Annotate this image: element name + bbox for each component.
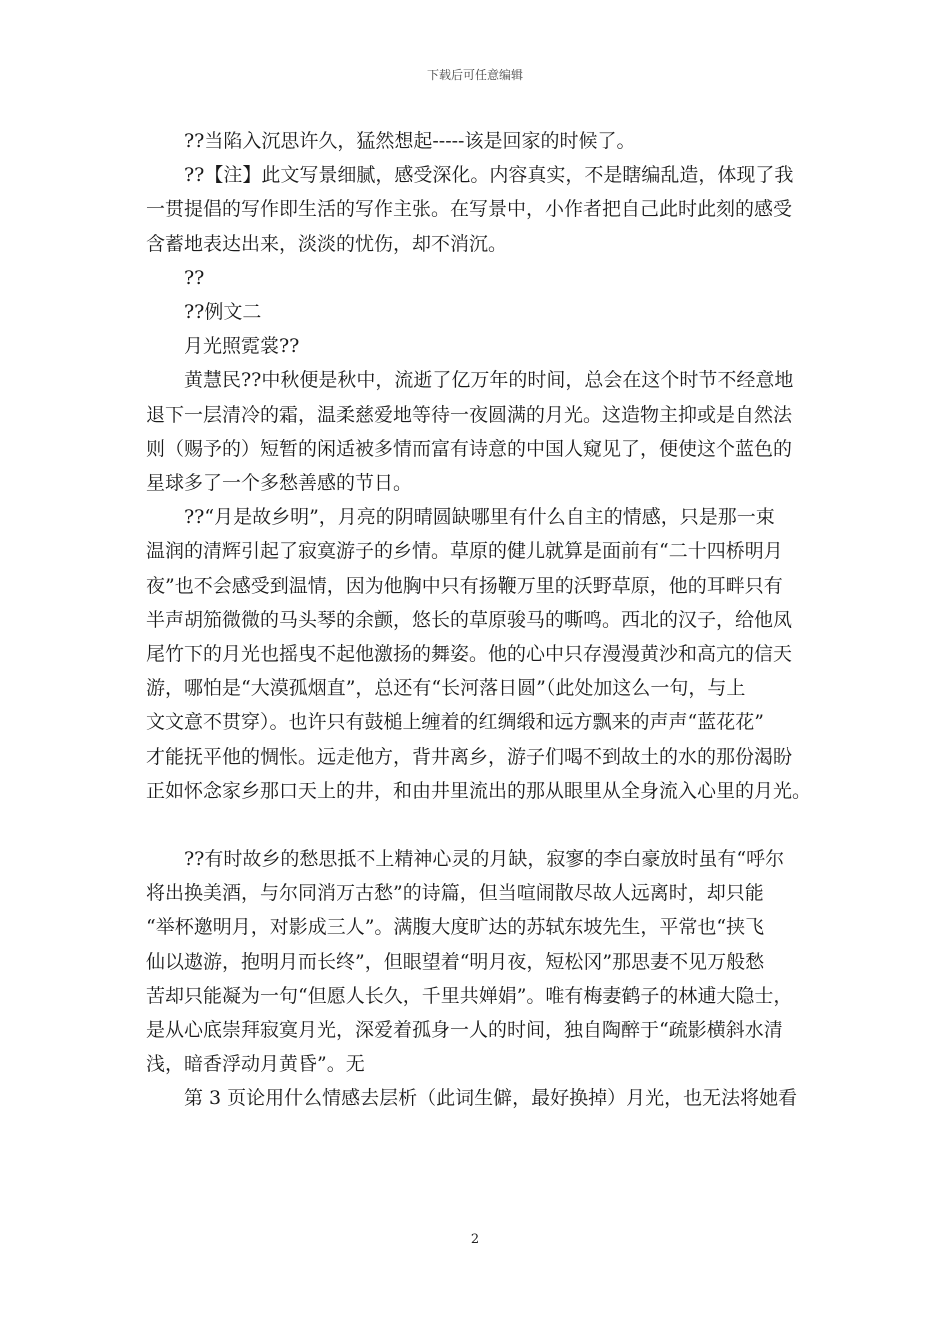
section-heading: ??例文二 (184, 301, 262, 324)
article-title: 月光照霓裳?? (184, 335, 300, 358)
text-line: ??有时故乡的愁思抵不上精神心灵的月缺，寂寥的李白豪放时虽有“呼尔 (184, 848, 785, 871)
text-line: 星球多了一个多愁善感的节日。 (146, 472, 413, 495)
text-line: 则（赐予的）短暂的闲适被多情而富有诗意的中国人窥见了，便使这个蓝色的 (146, 437, 793, 460)
text-line: ??“月是故乡明”，月亮的阴晴圆缺哪里有什么自主的情感，只是那一束 (184, 506, 775, 529)
paragraph-gap (146, 808, 810, 842)
text-line: 将出换美酒，与尔同消万古愁”的诗篇，但当喧闹散尽故人远离时，却只能 (146, 882, 764, 905)
text-line: 黄慧民??中秋便是秋中，流逝了亿万年的时间，总会在这个时节不经意地 (184, 369, 794, 392)
text-line: ??当陷入沉思许久，猛然想起-----该是回家的时候了。 (184, 130, 636, 152)
text-line: ?? (184, 266, 205, 289)
text-line: 温润的清辉引起了寂寞游子的乡情。草原的健儿就算是面前有“二十四桥明月 (146, 540, 783, 563)
text-line: 才能抚平他的惆怅。远走他方，背井离乡，游子们喝不到故土的水的那份渴盼 (146, 745, 793, 768)
text-line: 第 3 页论用什么情感去层析（此词生僻，最好换掉）月光，也无法将她看 (184, 1087, 798, 1110)
text-line: 仙以遨游，抱明月而长终”，但眼望着“明月夜，短松冈”那思妻不见万般愁 (146, 950, 765, 973)
page-header: 下载后可任意编辑 (426, 68, 523, 82)
text-line: 夜”也不会感受到温情，因为他胸中只有扬鞭万里的沃野草原，他的耳畔只有 (146, 574, 783, 597)
text-line: 一贯提倡的写作即生活的写作主张。在写景中，小作者把自己此时此刻的感受 (146, 198, 793, 221)
text-line: 退下一层清冷的霜，温柔慈爱地等待一夜圆满的月光。这造物主抑或是自然法 (146, 403, 793, 426)
text-line: 是从心底崇拜寂寞月光，深爱着孤身一人的时间，独自陶醉于“疏影横斜水清 (146, 1019, 783, 1042)
text-line: 含蓄地表达出来，淡淡的忧伤，却不消沉。 (146, 232, 508, 255)
text-line: 游，哪怕是“大漠孤烟直”，总还有“长河落日圆”（此处加这么一句，与上 (146, 677, 746, 700)
text-line: ??【注】此文写景细腻，感受深化。内容真实，不是瞎编乱造，体现了我 (184, 164, 794, 187)
document-body (146, 124, 810, 1116)
text-line: 半声胡笳微微的马头琴的余颤，悠长的草原骏马的嘶鸣。西北的汉子，给他凤 (146, 608, 793, 631)
text-line: 正如怀念家乡那口天上的井，和由井里流出的那从眼里从全身流入心里的月光。 (146, 779, 812, 802)
text-line: 文文意不贯穿）。也许只有鼓槌上缠着的红绸缎和远方飘来的声声“蓝花花” (146, 711, 764, 734)
text-line: “举杯邀明月，对影成三人”。满腹大度旷达的苏轼东坡先生，平常也“挟飞 (146, 916, 765, 939)
page-number: 2 (470, 1232, 480, 1247)
text-line: 苦却只能凝为一句“但愿人长久，千里共婵娟”。唯有梅妻鹤子的林逋大隐士， (146, 984, 793, 1007)
text-line: 浅，暗香浮动月黄昏”。无 (146, 1053, 365, 1076)
text-line: 尾竹下的月光也摇曳不起他激扬的舞姿。他的心中只存漫漫黄沙和高亢的信天 (146, 643, 793, 666)
